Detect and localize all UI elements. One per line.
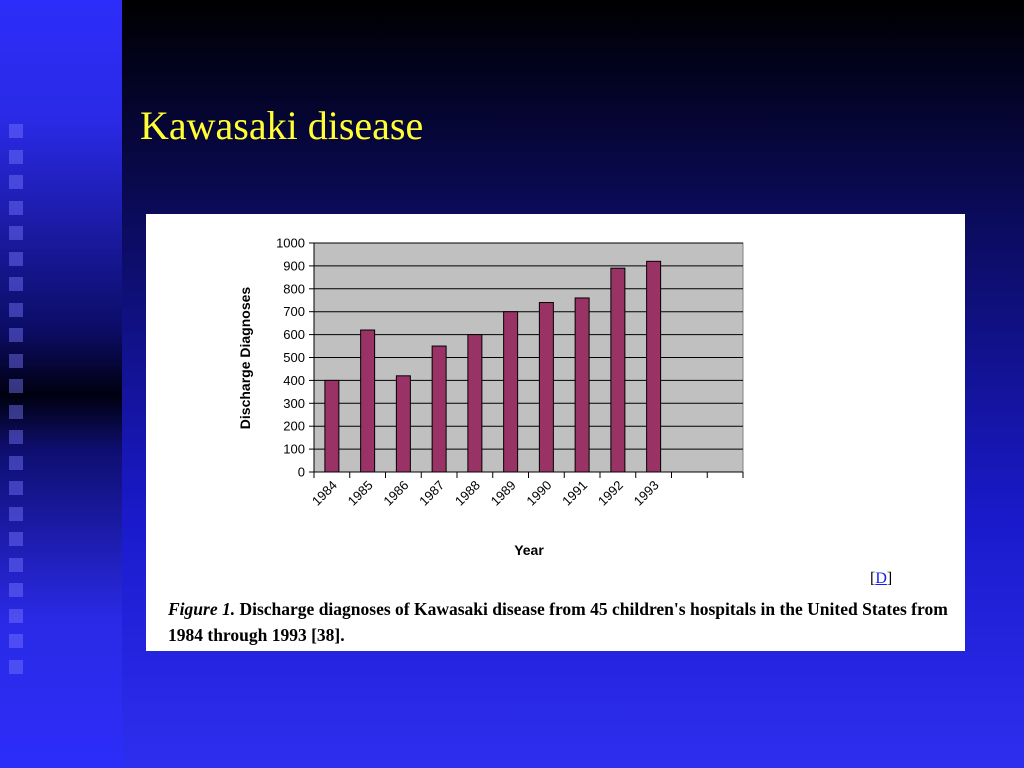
y-tick-label: 1000 [276, 235, 305, 251]
y-tick-label: 300 [283, 395, 305, 411]
decorative-square [9, 201, 23, 215]
x-axis-title: Year [514, 542, 544, 558]
y-tick-label: 600 [283, 327, 305, 343]
bar-1990 [539, 303, 553, 472]
reference-link-group [870, 570, 892, 588]
figure-caption [168, 596, 958, 648]
reference-open-bracket: [ [870, 570, 876, 587]
decorative-square [9, 354, 23, 368]
bar-1986 [396, 376, 410, 472]
bar-1992 [611, 268, 625, 472]
bar-1988 [468, 335, 482, 472]
decorative-square [9, 150, 23, 164]
bar-chart [146, 214, 965, 564]
y-tick-label: 400 [283, 372, 305, 388]
decorative-square [9, 328, 23, 342]
decorative-square [9, 277, 23, 291]
y-tick-label: 100 [283, 441, 305, 457]
x-tick-label: 1988 [451, 477, 483, 509]
y-tick-label: 0 [297, 464, 305, 480]
bar-1984 [325, 380, 339, 472]
figure-panel [146, 214, 965, 651]
x-tick-label: 1990 [523, 477, 555, 509]
decorative-square [9, 379, 23, 393]
x-tick-label: 1992 [594, 477, 626, 509]
decorative-square [9, 252, 23, 266]
decorative-square [9, 124, 23, 138]
x-tick-label: 1987 [416, 477, 448, 509]
figure-caption-text: Discharge diagnoses of Kawasaki disease from 45 children's hospitals in the United States from 1984 through 1993 [38]. [168, 599, 948, 645]
y-tick-label: 900 [283, 258, 305, 274]
decorative-square [9, 430, 23, 444]
x-tick-label: 1993 [630, 477, 662, 509]
reference-close-bracket: ] [886, 570, 893, 587]
x-tick-label: 1984 [308, 477, 340, 509]
decorative-square [9, 583, 23, 597]
decorative-square [9, 456, 23, 470]
bar-1989 [504, 312, 518, 472]
decorative-square [9, 226, 23, 240]
x-tick-label: 1986 [380, 477, 412, 509]
bar-1991 [575, 298, 589, 472]
decorative-square [9, 507, 23, 521]
reference-link[interactable]: D [875, 570, 887, 587]
decorative-square [9, 660, 23, 674]
decorative-square [9, 405, 23, 419]
bar-1985 [361, 330, 375, 472]
y-tick-label: 700 [283, 304, 305, 320]
y-tick-label: 800 [283, 281, 305, 297]
decorative-square [9, 303, 23, 317]
x-tick-label: 1985 [344, 477, 376, 509]
decorative-square [9, 175, 23, 189]
bar-1993 [647, 261, 661, 472]
decorative-square [9, 634, 23, 648]
bar-1987 [432, 346, 446, 472]
slide-title: Kawasaki disease [140, 103, 424, 148]
x-tick-label: 1991 [559, 477, 591, 509]
plot-area [276, 236, 743, 509]
decorative-square [9, 481, 23, 495]
x-tick-label: 1989 [487, 477, 519, 509]
decorative-square [9, 558, 23, 572]
y-tick-label: 200 [283, 418, 305, 434]
decorative-square [9, 532, 23, 546]
figure-caption-label: Figure 1. [168, 599, 236, 619]
y-tick-label: 500 [283, 350, 305, 365]
y-axis-title: Discharge Diagnoses [237, 286, 253, 430]
decorative-square [9, 609, 23, 623]
